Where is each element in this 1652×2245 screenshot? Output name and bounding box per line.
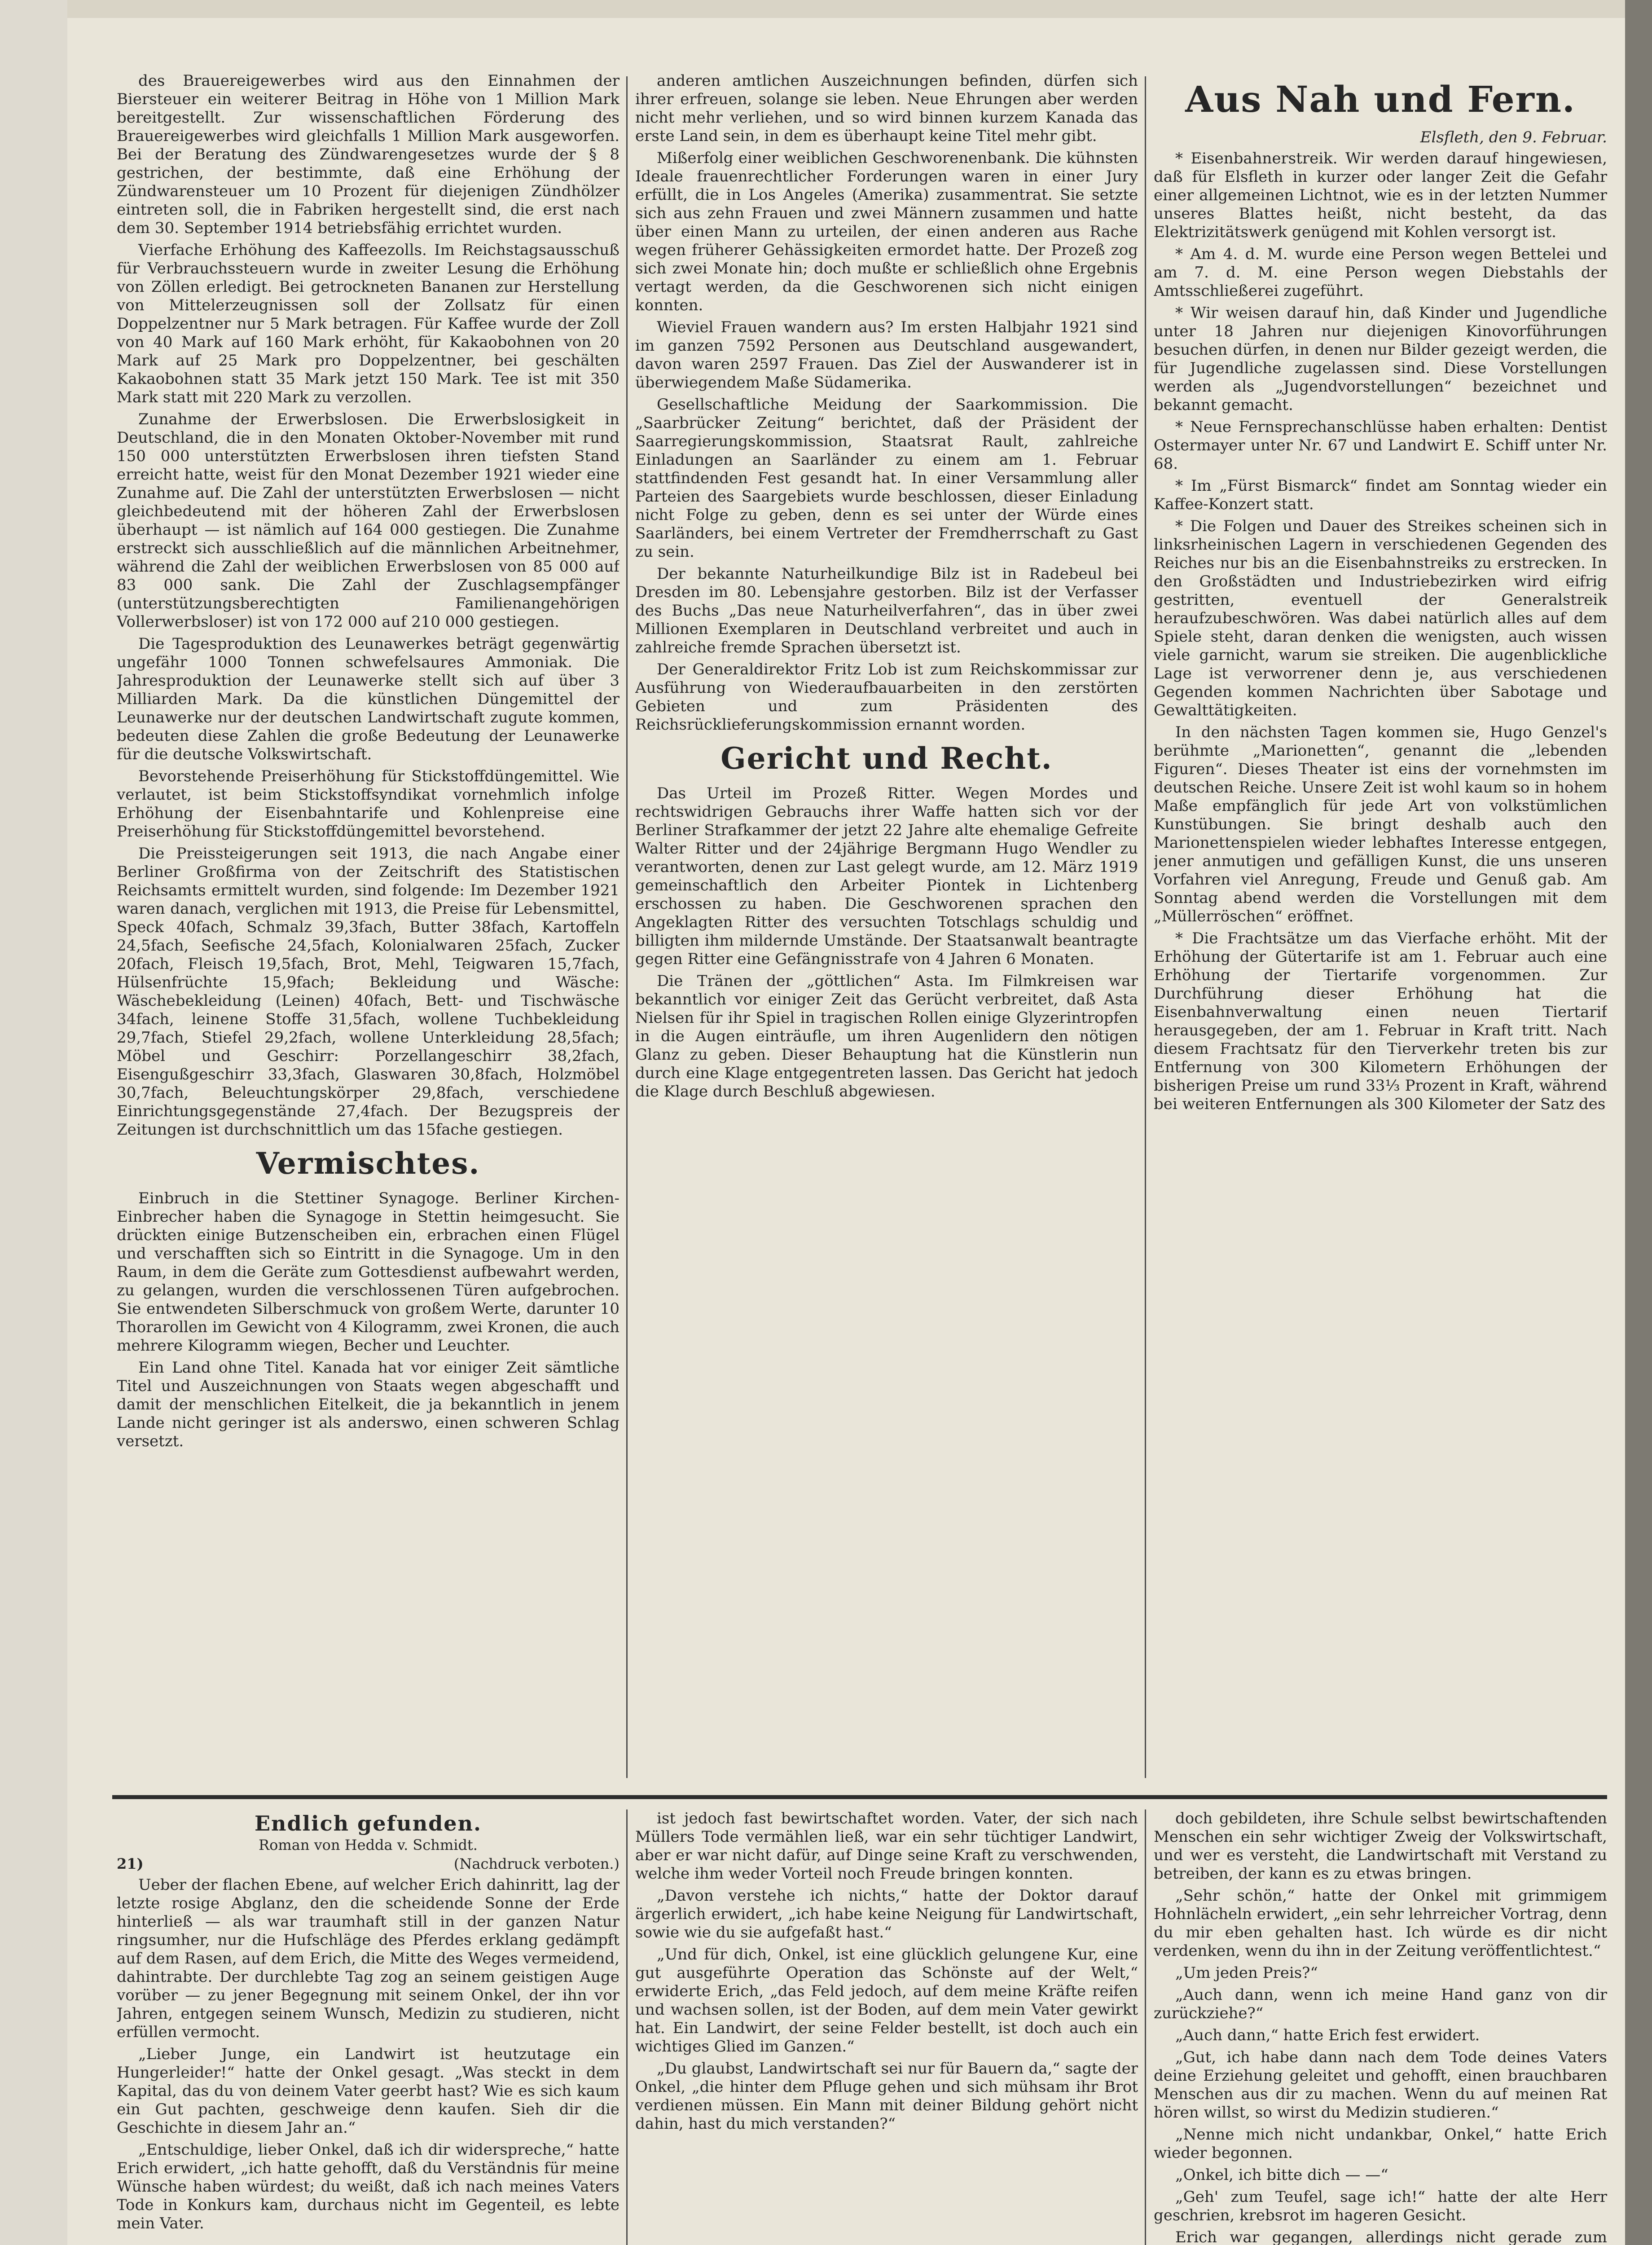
- paragraph: Ein Land ohne Titel. Kanada hat vor einiger Zeit sämtliche Titel und Auszeichnungen von Staats wegen abgeschafft und damit der menschlichen Eitelkeit, die ja bekanntlich in jenem Lande nicht geringer ist als anderswo, einen schweren Schlag versetzt.: [117, 1359, 620, 1450]
- paragraph: „Auch dann, wenn ich meine Hand ganz von dir zurückziehe?“: [1154, 1986, 1607, 2022]
- paragraph: Vierfache Erhöhung des Kaffeezolls. Im Reichstagsausschuß für Verbrauchssteuern wurde in zweiter Lesung die Erhöhung von Zöllen erledigt. Bei getrockneten Bananen zur Herstellung von Mittelerzeugnissen soll der Zollsatz für einen Doppelzentner nur 5 Mark betragen. Für Kaffee wurde der Zoll von 40 Mark auf 160 Mark erhöht, für Kakaobohnen von 20 Mark auf 25 Mark pro Doppelzentner, bei geschälten Kakaobohnen statt 35 Mark jetzt 150 Mark. Tee ist mit 350 Mark statt mit 220 Mark zu verzollen.: [117, 241, 620, 406]
- newspaper-page: [67, 18, 1625, 2245]
- paragraph: Zunahme der Erwerbslosen. Die Erwerbslosigkeit in Deutschland, die in den Monaten Oktober-November mit rund 150 000 unterstützten Erwerbslosen ihren tiefsten Stand erreicht hatte, weist für den Monat Dezember 1921 wieder eine Zunahme auf. Die Zahl der unterstützten Erwerbslosen — nicht gleichbedeutend mit der höheren Zahl der Erwerbslosen überhaupt — ist nämlich auf 164 000 gestiegen. Die Zunahme erstreckt sich ausschließlich auf die männlichen Arbeitnehmer, während die Zahl der weiblichen Erwerbslosen von 85 000 auf 83 000 sank. Die Zahl der Zuschlagsempfänger (unterstützungsberechtigten Familienangehörigen Vollerwerbsloser) ist von 172 000 auf 210 000 gestiegen.: [117, 410, 620, 631]
- paragraph: ist jedoch fast bewirtschaftet worden. Vater, der sich nach Müllers Tode vermählen ließ, war ein sehr tüchtiger Landwirt, aber er war nicht dafür, auf Dinge seine Kraft zu verschwenden, welche ihm weder Vorteil noch Freude bringen konnten.: [635, 1809, 1138, 1883]
- paragraph: „Geh' zum Teufel, sage ich!“ hatte der alte Herr geschrien, krebsrot im hageren Gesicht.: [1154, 2188, 1607, 2224]
- col1-vermischtes: [117, 1189, 620, 1451]
- paragraph: Das Urteil im Prozeß Ritter. Wegen Mordes und rechtswidrigen Gebrauchs ihrer Waffe hatten sich vor der Berliner Strafkammer der jetzt 22 Jahre alte ehemalige Gefreite Walter Ritter und der 24jährige Bergmann Hugo Wendler zu verantworten, denen zur Last gelegt wurde, am 12. März 1919 gemeinschaftlich den Arbeiter Piontek in Lichtenberg erschossen zu haben. Die Geschworenen sprachen den Angeklagten Ritter des versuchten Totschlags schuldig und billigten ihm mildernde Umstände. Der Staatsanwalt beantragte gegen Ritter eine Gefängnisstrafe von 4 Jahren 6 Monaten.: [635, 784, 1138, 968]
- vermischtes-heading: Vermischtes.: [256, 1146, 480, 1181]
- paragraph: * Die Folgen und Dauer des Streikes scheinen sich in linksrheinischen Lagern in verschiedenen Gegenden des Reiches nur bis an die Eisenbahnstreiks zu erstrecken. In den Großstädten und Industriebezirken wird eifrig gestritten, eventuell der Generalstreik heraufzubeschwören. Was dabei natürlich alles auf dem Spiele steht, daran denken die wenigsten, auch wissen viele garnicht, warum sie streiken. Die augenblickliche Lage ist verworrener denn je, aus verschiedenen Gegenden kommen Nachrichten über Sabotage und Gewalttätigkeiten.: [1154, 517, 1607, 719]
- column-1-fade: [117, 1756, 620, 1783]
- feuilleton-column-2: [635, 1809, 1138, 2245]
- paragraph: * Im „Fürst Bismarck“ findet am Sonntag wieder ein Kaffee-Konzert statt.: [1154, 477, 1607, 513]
- paragraph: * Wir weisen darauf hin, daß Kinder und Jugendliche unter 18 Jahren nur diejenigen Kinovorführungen besuchen dürfen, in denen nur Bilder gezeigt werden, die für Jugendliche zugelassen sind. Diese Vorstellungen werden als „Jugendvorstellungen“ bezeichnet und bekannt gemacht.: [1154, 304, 1607, 414]
- paragraph: Einbruch in die Stettiner Synagoge. Berliner Kirchen-Einbrecher haben die Synagoge in Stettin heimgesucht. Sie drückten einige Butzenscheiben ein, erbrachen einen Flügel und verschafften sich so Eintritt in die Synagoge. Um in den Raum, in dem die Geräte zum Gottesdienst aufbewahrt werden, zu gelangen, wurden die verschlossenen Türen aufgebrochen. Sie entwendeten Silberschmuck von großem Werte, darunter 10 Thorarollen im Gewicht von 4 Kilogramm, zwei Kronen, die auch mehrere Kilogramm wiegen, Becher und Leuchter.: [117, 1189, 620, 1355]
- gericht-heading: Gericht und Recht.: [721, 741, 1053, 776]
- feuilleton-column-3: [1154, 1809, 1607, 2245]
- paragraph: Der bekannte Naturheilkundige Bilz ist in Radebeul bei Dresden im 80. Lebensjahre gestorben. Bilz ist der Verfasser des Buchs „Das neue Naturheilverfahren“, das in über zwei Millionen Exemplaren in Deutschland verbreitet und auch in zahlreiche fremde Sprachen übersetzt ist.: [635, 565, 1138, 656]
- column-1: [117, 72, 620, 1783]
- aus-nah-und-fern-heading: Aus Nah und Fern.: [1185, 78, 1576, 120]
- paragraph: Ueber der flachen Ebene, auf welcher Erich dahinritt, lag der letzte rosige Abglanz, den die scheidende Sonne der Erde hinterließ — als war traumhaft still in der ganzen Natur ringsumher, nur die Hufschläge des Pferdes erklang gedämpft auf dem Rasen, auf dem Erich, die Mitte des Weges vermeidend, dahintrabte. Der durchlebte Tag zog an seinem geistigen Auge vorüber — zu jener Begegnung mit seinem Onkel, der ihn vor Jahren, entgegen seinem Wunsch, Medizin zu studieren, nicht erfüllen vermocht.: [117, 1876, 620, 2041]
- paragraph: In den nächsten Tagen kommen sie, Hugo Genzel's berühmte „Marionetten“, genannt die „lebenden Figuren“. Dieses Theater ist eins der vornehmsten im deutschen Reiche. Unsere Zeit ist wohl kaum so in hohem Maße empfänglich für jede Art von volkstümlichen Kunstübungen. Sie bringt deshalb auch den Marionettenspielen wieder lebhaftes Interesse entgegen, jener anmutigen und gefälligen Kunst, die uns unseren Vorfahren viel Anregung, Freude und Genuß gab. Am Sonntag abend werden die Vorstellungen mit dem „Müllerröschen“ eröffnet.: [1154, 723, 1607, 925]
- paragraph: * Am 4. d. M. wurde eine Person wegen Bettelei und am 7. d. M. eine Person wegen Diebstahls der Amtsschließerei zugeführt.: [1154, 245, 1607, 300]
- paragraph: Bevorstehende Preiserhöhung für Stickstoffdüngemittel. Wie verlautet, ist beim Stickstoffsyndikat vornehmlich infolge Erhöhung der Eisenbahntarife und Kohlenpreise eine Preiserhöhung für Stickstoffdüngemittel bevorstehend.: [117, 767, 620, 841]
- paragraph: des Brauereigewerbes wird aus den Einnahmen der Biersteuer ein weiterer Beitrag in Höhe von 1 Million Mark bereitgestellt. Zur wissenschaftlichen Förderung des Brauereigewerbes wird gleichfalls 1 Million Mark ausgeworfen. Bei der Beratung des Zündwarengesetzes wurde der § 8 gestrichen, der bestimmte, daß eine Erhöhung der Zündwarensteuer um 10 Prozent für diejenigen Zündhölzer eintreten soll, die in Fabriken hergestellt sind, die erst nach dem 30. September 1914 betriebsfähig errichtet wurden.: [117, 72, 620, 237]
- paragraph: „Onkel, ich bitte dich — —“: [1175, 2166, 1388, 2184]
- reprint-notice: (Nachdruck verboten.): [453, 1855, 620, 1872]
- paragraph: Der Generaldirektor Fritz Lob ist zum Reichskommissar zur Ausführung von Wiederaufbauarbeiten in den zerstörten Gebieten und zum Präsidenten des Reichsrücklieferungskommission ernannt worden.: [635, 660, 1138, 734]
- feuilleton-text-2: [635, 1809, 1138, 2133]
- paragraph: „Davon verstehe ich nichts,“ hatte der Doktor darauf ärgerlich erwidert, „ich habe keine Neigung für Landwirtschaft, sowie wie du sie aufgefaßt hast.“: [635, 1887, 1138, 1941]
- column-2-fade: [635, 1756, 1138, 1783]
- dateline: Elsfleth, den 9. Februar.: [1420, 128, 1607, 146]
- paragraph: * Die Frachtsätze um das Vierfache erhöht. Mit der Erhöhung der Gütertarife ist am 1. Februar auch eine Erhöhung der Tiertarife vorgenommen. Zur Durchführung dieser Erhöhung hat die Eisenbahnverwaltung einen neuen Tiertarif herausgegeben, der am 1. Februar in Kraft tritt. Nach diesem Frachtsatz für den Tierverkehr treten bis zur Entfernung von 300 Kilometern Erhöhungen der bisherigen Preise um rund 33⅓ Prozent in Kraft, während bei weiteren Entfernungen als 300 Kilometer der Satz des: [1154, 929, 1607, 1113]
- column-3-fade: [1154, 1756, 1607, 1783]
- paragraph: „Sehr schön,“ hatte der Onkel mit grimmigem Hohnlächeln erwidert, „ein sehr lehrreicher Vortrag, denn du mir eben gehalten hast. Ich würde es dir nicht verdenken, wenn du ihn in der Zeitung veröffentlichtest.“: [1154, 1887, 1607, 1960]
- feuilleton-text-1: [117, 1876, 620, 2233]
- paragraph: Die Tränen der „göttlichen“ Asta. Im Filmkreisen war bekanntlich vor einiger Zeit das Gerücht verbreitet, daß Asta Nielsen für ihr Spiel in tragischen Rollen einige Glyzerintropfen in die Augen einträufle, um ihren Augenlidern den nötigen Glanz zu geben. Dieser Behauptung hat die Künstlerin nun durch eine Klage entgegentreten lassen. Das Gericht hat jedoch die Klage durch Beschluß abgewiesen.: [635, 972, 1138, 1100]
- col2-gericht: [635, 784, 1138, 1101]
- col2-news: [635, 72, 1138, 734]
- paragraph: „Um jeden Preis?“: [1175, 1964, 1318, 1982]
- paragraph: anderen amtlichen Auszeichnungen befinden, dürfen sich ihrer erfreuen, solange sie leben. Neue Ehrungen aber werden nicht mehr verliehen, und so wird binnen kurzem Kanada das erste Land sein, in dem es überhaupt keine Titel mehr gibt.: [635, 72, 1138, 145]
- column-divider-2: [1145, 76, 1146, 1778]
- paragraph: Wieviel Frauen wandern aus? Im ersten Halbjahr 1921 sind im ganzen 7592 Personen aus Deutschland ausgewandert, davon waren 2597 Frauen. Das Ziel der Auswanderer ist in überwiegendem Maße Südamerika.: [635, 318, 1138, 392]
- paragraph: Die Preissteigerungen seit 1913, die nach Angabe einer Berliner Großfirma von der Zeitschrift des Statistischen Reichsamts ermittelt wurden, sind folgende: Im Dezember 1921 waren danach, verglichen mit 1913, die Preise für Lebensmittel, Speck 40fach, Schmalz 39,3fach, Butter 38fach, Kartoffeln 24,5fach, Seefische 24,5fach, Kolonialwaren 25fach, Zucker 20fach, Fleisch 19,5fach, Brot, Mehl, Teigwaren 15,7fach, Hülsenfrüchte 15,9fach; Bekleidung und Wäsche: Wäschebekleidung (Leinen) 40fach, Bett- und Tischwäsche 34fach, leinene Stoffe 31,5fach, wollene Tuchbekleidung 29,7fach, Stiefel 29,2fach, wollene Unterkleidung 28,5fach; Möbel und Geschirr: Porzellangeschirr 38,2fach, Eisengußgeschirr 33,3fach, Glaswaren 30,8fach, Holzmöbel 30,7fach, Beleuchtungskörper 29,8fach, verschiedene Einrichtungsgegenstände 27,4fach. Der Bezugspreis der Zeitungen ist durchschnittlich um das 15fache gestiegen.: [117, 845, 620, 1139]
- column-divider-1: [626, 76, 628, 1778]
- feuilleton-divider-2: [1145, 1809, 1146, 2245]
- paragraph: Mißerfolg einer weiblichen Geschworenenbank. Die kühnsten Ideale frauenrechtlicher Forderungen waren in einer Jury erfüllt, die in Los Angeles (Amerika) zusammentrat. Sie setzte sich aus zehn Frauen und zwei Männern zusammen und hatte über einen Mann zu urteilen, der einen anderen aus Rache wegen früherer Gehässigkeiten ermordet hatte. Der Prozeß zog sich zwei Monate hin; doch mußte er schließlich ohne Ergebnis vertagt werden, da die Geschworenen sich nicht einigen konnten.: [635, 149, 1138, 314]
- paragraph: Gesellschaftliche Meidung der Saarkommission. Die „Saarbrücker Zeitung“ berichtet, daß der Präsident der Saarregierungskommission, Staatsrat Rault, zahlreiche Einladungen an Saarländer zu einem am 1. Februar stattfindenden Fest gesandt hat. In einer Versammlung aller Parteien des Saargebiets wurde beschlossen, dieser Einladung nicht Folge zu geben, denn es sei unter der Würde eines Saarländers, bei einem Vertreter der Fremdherrschaft zu Gast zu sein.: [635, 396, 1138, 561]
- paragraph: Die Tagesproduktion des Leunawerkes beträgt gegenwärtig ungefähr 1000 Tonnen schwefelsaures Ammoniak. Die Jahresproduktion der Leunawerke stellt sich auf über 3 Milliarden Mark. Da die künstlichen Düngemittel der Leunawerke nur der deutschen Landwirtschaft zugute kommen, bedeuten diese Zahlen die große Bedeutung der Leunawerke für die deutsche Volkswirtschaft.: [117, 635, 620, 763]
- col3-local-news: [1154, 150, 1607, 1114]
- paragraph: „Entschuldige, lieber Onkel, daß ich dir widerspreche,“ hatte Erich erwidert, „ich hatte gehofft, daß du Verständnis für meine Wünsche haben würdest; du weißt, daß ich nach meines Vaters Tode in Konkurs kam, durchaus nicht im Gegenteil, es lebte mein Vater.: [117, 2141, 620, 2232]
- chapter-line: [117, 1855, 620, 1872]
- paragraph: „Nenne mich nicht undankbar, Onkel,“ hatte Erich wieder begonnen.: [1154, 2126, 1607, 2162]
- paragraph: „Du glaubst, Landwirtschaft sei nur für Bauern da,“ sagte der Onkel, „die hinter dem Pfluge gehen und sich mühsam ihr Brot verdienen müssen. Ein Mann mit deiner Bildung gehört nicht dahin, hast du mich verstanden?“: [635, 2060, 1138, 2133]
- feuilleton-separator: [112, 1795, 1607, 1799]
- novel-title: Endlich gefunden.: [254, 1811, 482, 1836]
- chapter-number: 21): [117, 1855, 144, 1872]
- column-3: [1154, 72, 1607, 1783]
- paragraph: * Eisenbahnerstreik. Wir werden darauf hingewiesen, daß für Elsfleth in kurzer oder langer Zeit die Gefahr einer allgemeinen Lichtnot, wie es in der letzten Nummer unseres Blattes heißt, nicht besteht, da das Elektrizitätswerk genügend mit Kohlen versorgt ist.: [1154, 150, 1607, 241]
- novel-byline: Roman von Hedda v. Schmidt.: [259, 1836, 478, 1853]
- paragraph: „Gut, ich habe dann nach dem Tode deines Vaters deine Erziehung geleitet und gehofft, einen brauchbaren Menschen aus dir zu machen. Wenn du auf meinen Rat hören willst, so wirst du Medizin studieren.“: [1154, 2048, 1607, 2122]
- feuilleton-divider-1: [626, 1809, 628, 2245]
- paragraph: „Auch dann,“ hatte Erich fest erwidert.: [1175, 2026, 1480, 2044]
- paragraph: Erich war gegangen, allerdings nicht gerade zum: [1175, 2228, 1607, 2245]
- scan-right-edge: [1625, 0, 1652, 2245]
- column-2: [635, 72, 1138, 1783]
- col1-news: [117, 72, 620, 1139]
- paragraph: „Und für dich, Onkel, ist eine glücklich gelungene Kur, eine gut ausgeführte Operation das Schönste auf der Welt,“ erwiderte Erich, „das Feld jedoch, auf dem meine Kräfte reifen und wachsen sollen, ist der Boden, auf dem mein Vater gewirkt hat. Ein Landwirt, der seine Felder bestellt, ist doch auch ein wichtiges Glied im Ganzen.“: [635, 1946, 1138, 2056]
- feuilleton-text-3: [1154, 1809, 1607, 2245]
- paragraph: * Neue Fernsprechanschlüsse haben erhalten: Dentist Ostermayer unter Nr. 67 und Landwirt E. Schiff unter Nr. 68.: [1154, 418, 1607, 473]
- feuilleton-column-1: [117, 1809, 620, 2245]
- paragraph: doch gebildeten, ihre Schule selbst bewirtschaftenden Menschen ein sehr wichtiger Zweig der Volkswirtschaft, und wer es versteht, die Landwirtschaft mit Verstand zu betreiben, der kann es zu etwas bringen.: [1154, 1809, 1607, 1883]
- scan-left-margin: [0, 0, 67, 2245]
- paragraph: „Lieber Junge, ein Landwirt ist heutzutage ein Hungerleider!“ hatte der Onkel gesagt. „Was steckt in dem Kapital, das du von deinem Vater geerbt hast? Wie es sich kaum ein Gut pachten, geschweige denn kaufen. Sieh dir die Geschichte in diesem Jahr an.“: [117, 2045, 620, 2137]
